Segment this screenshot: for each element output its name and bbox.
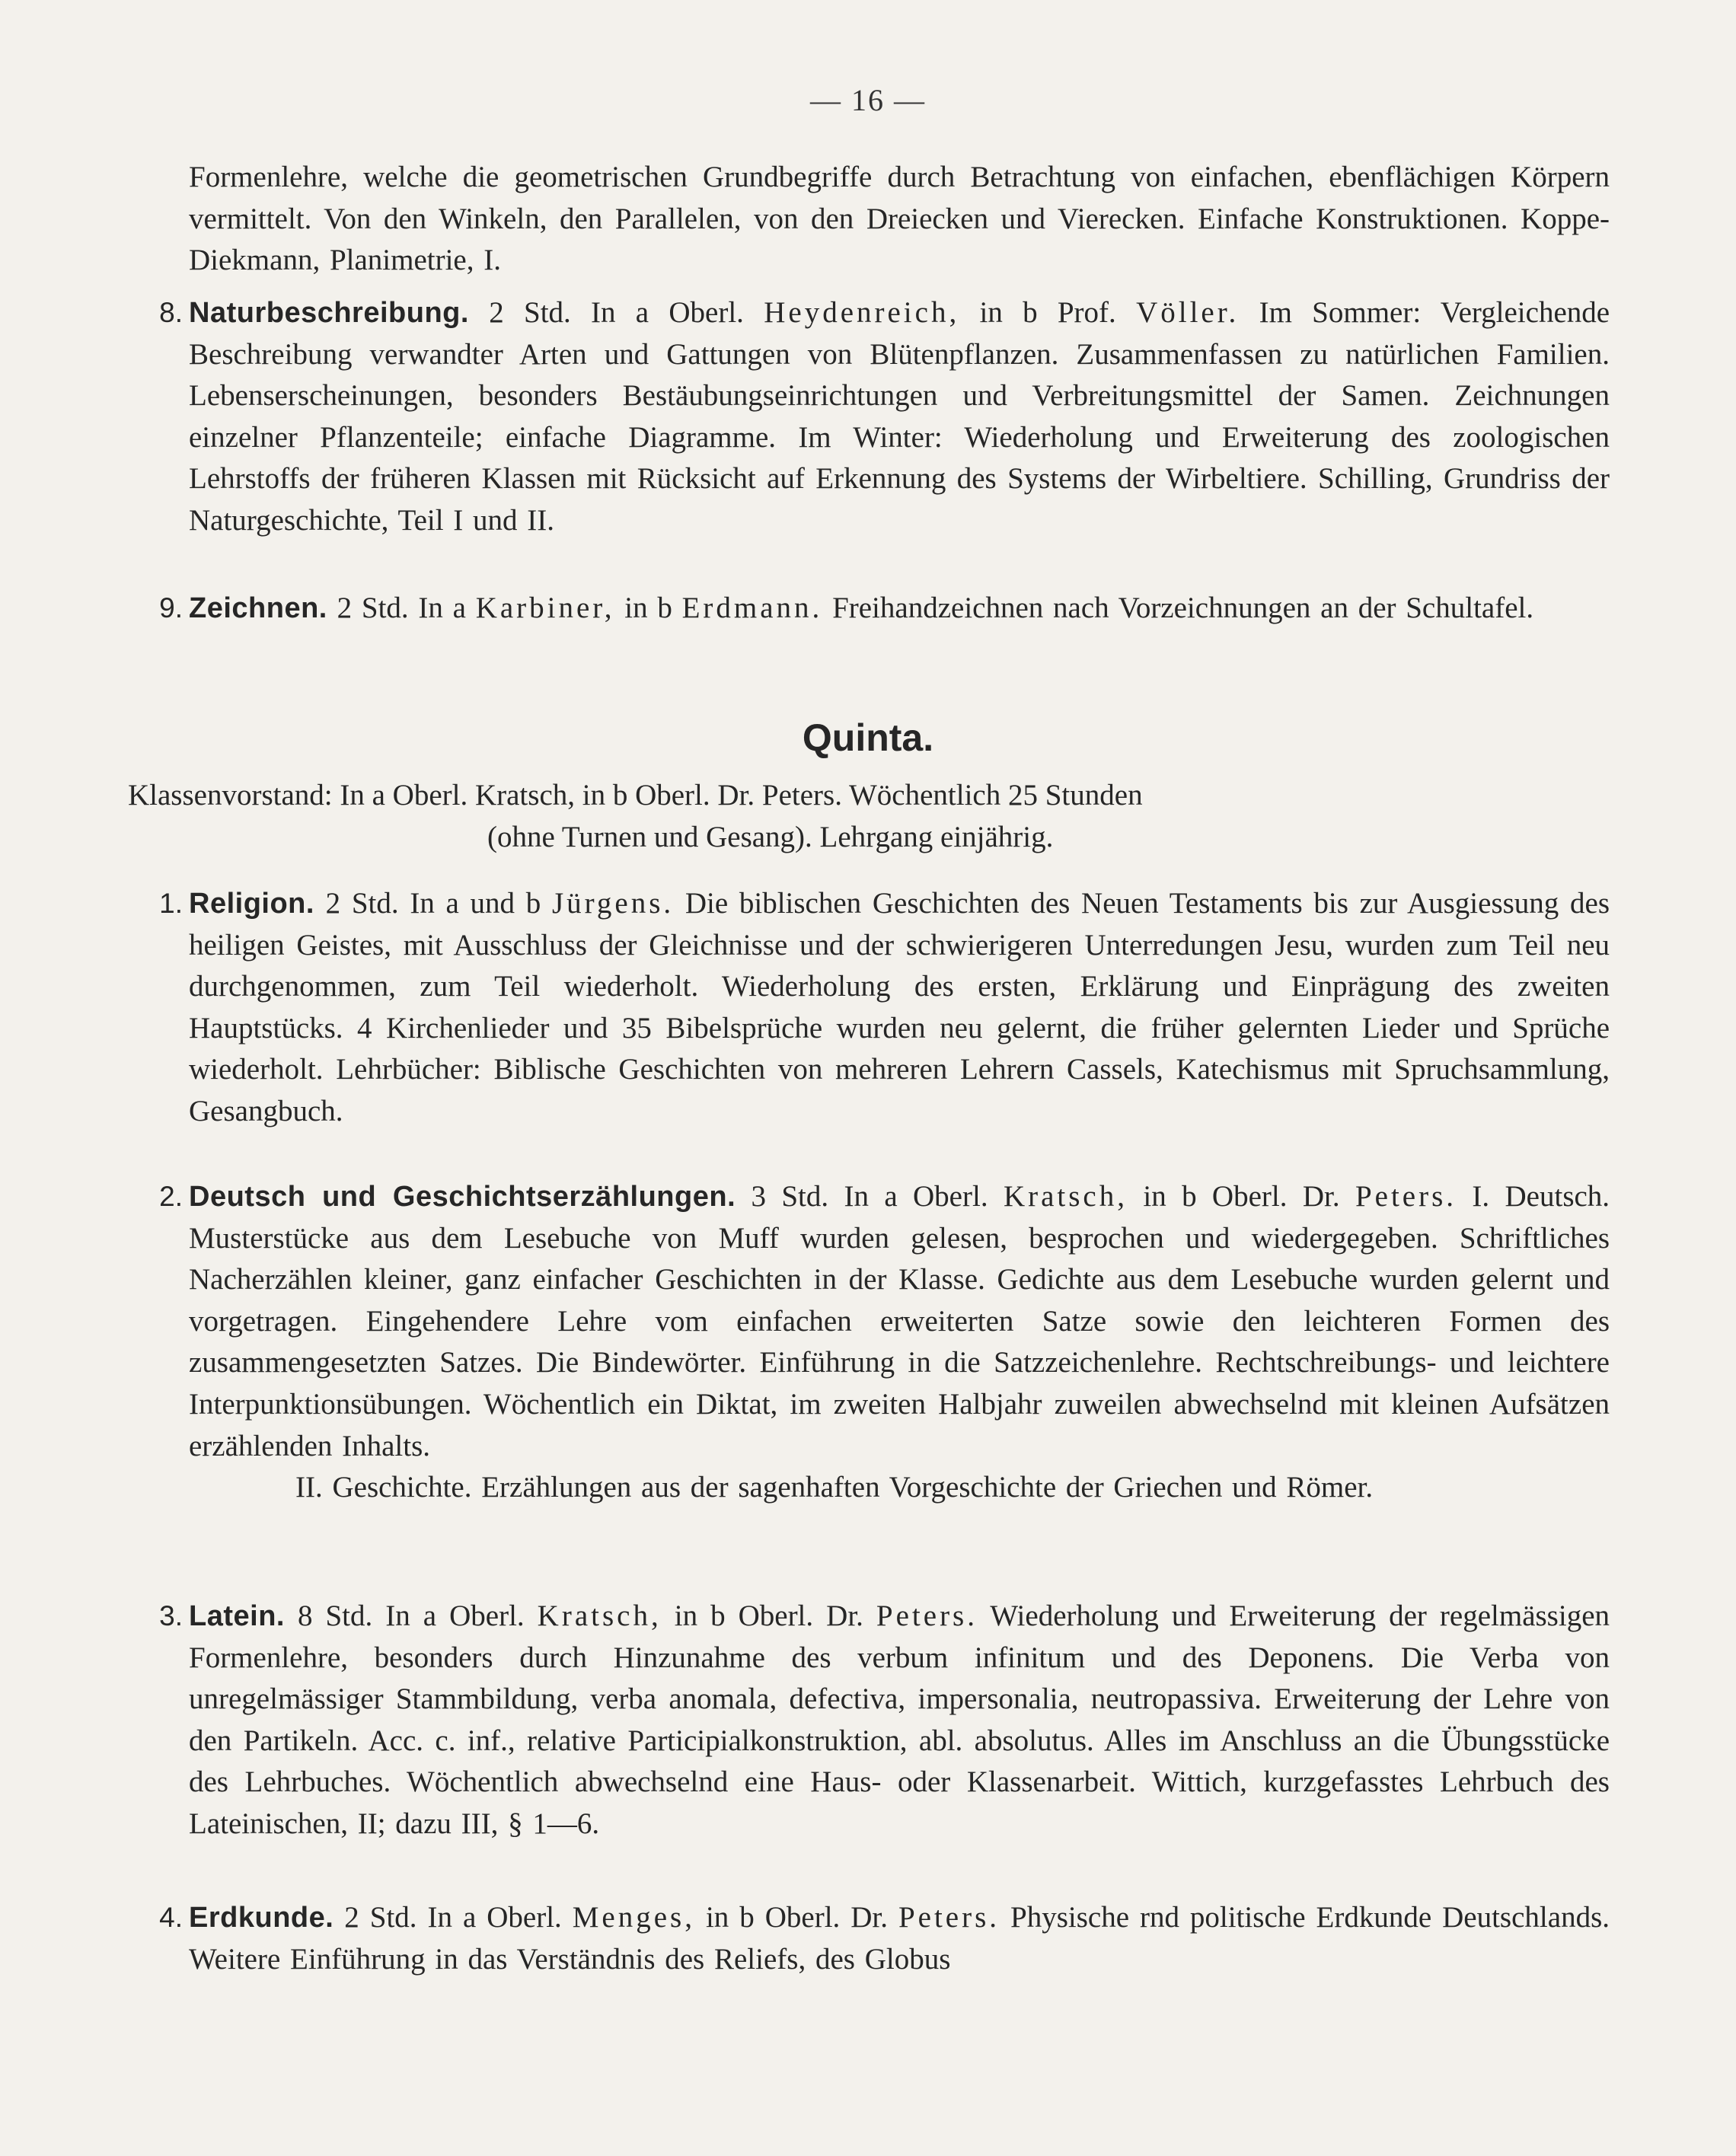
entry-subject: Zeichnen.: [189, 592, 327, 624]
entry-teacher-b: Erdmann.: [681, 592, 823, 624]
entry-body: Wiederholung und Erweiterung der regelmässigen Formenlehre, besonders durch Hinzunahme des verbum infinitum und des Deponens. Die Verba von unregelmässiger Stammbildung, verba anomala, defectiva, impersonalia, neutropassiva. Erweiterung der Lehre von den Partikeln. Acc. c. inf., relative Participialkonstruktion, abl. absolutus. Alles im Anschluss an die Übungsstücke des Lehrbuches. Wöchentlich abwechselnd eine Haus- oder Klassenarbeit. Wittich, kurzgefasstes Lehrbuch des Lateinischen, II; dazu III, § 1—6.: [189, 1599, 1610, 1840]
entry-subject: Erdkunde.: [189, 1902, 334, 1934]
entry-hours: 2 Std. In a Oberl.: [489, 296, 744, 329]
entry-hours: 2 Std. In a und b: [325, 887, 541, 920]
entry-number: 2.: [159, 1181, 183, 1212]
entry-teacher-b: Peters.: [1355, 1180, 1457, 1213]
entry-naturbeschreibung: [159, 292, 1610, 542]
entry-teacher-a: Menges,: [572, 1901, 695, 1934]
entry-hours: 3 Std. In a Oberl.: [751, 1180, 988, 1213]
entry-teacher-a: Heydenreich,: [764, 296, 960, 329]
entry-latein: [159, 1596, 1610, 1845]
entry-teacher-b: Peters.: [898, 1901, 1000, 1934]
entry-hours: 2 Std. In a Oberl.: [344, 1901, 562, 1934]
entry-teacher-a: Kratsch,: [537, 1599, 662, 1632]
entry-number: 3.: [159, 1600, 183, 1631]
intro-paragraph: Formenlehre, welche die geometrischen Grundbegriffe durch Betrachtung von einfachen, ebenflächigen Körpern vermittelt. Von den Winkeln, den Parallelen, von den Dreiecken und Vierecken. Einfache Konstruktionen. Koppe-Diekmann, Planimetrie, I.: [189, 161, 1610, 277]
entry-religion: [159, 883, 1610, 1133]
entry-deutsch: [159, 1176, 1610, 1509]
page-number: — 16 —: [810, 83, 926, 117]
entry-subject: Deutsch und Geschichtserzählungen.: [189, 1181, 736, 1213]
entry-body: I. Deutsch. Musterstücke aus dem Lesebuche von Muff wurden gelesen, besprochen und wiedergegeben. Schriftliches Nacherzählen kleiner, ganz einfacher Geschichten in der Klasse. Gedichte aus dem Lesebuche wurden gelernt und vorgetragen. Eingehendere Lehre vom einfachen erweiterten Satze sowie den leichteren Formen des zusammengesetzten Satzes. Die Bindewörter. Einführung in die Satzzeichenlehre. Rechtschreibungs- und leichtere Interpunktionsübungen. Wöchentlich ein Diktat, im zweiten Halbjahr zuweilen abwechselnd mit kleinen Aufsätzen erzählenden Inhalts.: [189, 1180, 1610, 1462]
entry-mid: in b: [624, 592, 672, 624]
entry-hours: 8 Std. In a Oberl.: [297, 1599, 525, 1632]
entry-mid: in b Oberl. Dr.: [1143, 1180, 1340, 1213]
entry-subject: Latein.: [189, 1600, 285, 1632]
entry-body: Im Sommer: Vergleichende Beschreibung verwandter Arten und Gattungen von Blütenpflanzen. Zusammenfassen zu natürlichen Familien. Lebenserscheinungen, besonders Bestäubungseinrichtungen und Verbreitungsmittel der Samen. Zeichnungen einzelner Pflanzenteile; einfache Diagramme. Im Winter: Wiederholung und Erweiterung des zoologischen Lehrstoffs der früheren Klassen mit Rücksicht auf Erkennung des Systems der Wirbeltiere. Schilling, Grundriss der Naturgeschichte, Teil I und II.: [189, 296, 1610, 537]
entry-erdkunde: [159, 1897, 1610, 1980]
entry-mid: in b Prof.: [979, 296, 1116, 329]
entry-number: 9.: [159, 592, 183, 624]
entry-teacher-a: Jürgens.: [551, 887, 675, 920]
entry-mid: in b Oberl. Dr.: [674, 1599, 863, 1632]
klassenvorstand-line2: (ohne Turnen und Gesang). Lehrgang einjährig.: [487, 821, 1054, 853]
entry-number: 4.: [159, 1902, 183, 1933]
entry-number: 8.: [159, 297, 183, 328]
klassenvorstand-line1: Klassenvorstand: In a Oberl. Kratsch, in b Oberl. Dr. Peters. Wöchentlich 25 Stunden: [128, 779, 1143, 812]
entry-mid: in b Oberl. Dr.: [705, 1901, 888, 1934]
entry-teacher-b: Peters.: [876, 1599, 978, 1632]
entry-body: Physische rnd politische Erdkunde Deutschlands. Weitere Einführung in das Verständnis des Reliefs, des Globus: [189, 1901, 1610, 1976]
entry-teacher-a: Kratsch,: [1003, 1180, 1128, 1213]
entry-subject: Naturbeschreibung.: [189, 297, 469, 329]
section-heading: Quinta.: [802, 716, 934, 759]
entry-body: Freihandzeichnen nach Vorzeichnungen an der Schultafel.: [832, 592, 1534, 624]
entry-subject: Religion.: [189, 888, 314, 920]
entry-zeichnen: [159, 588, 1610, 630]
entry-teacher-b: Völler.: [1136, 296, 1240, 329]
entry-hours: 2 Std. In a: [337, 592, 466, 624]
entry-number: 1.: [159, 888, 183, 919]
entry-teacher-a: Karbiner,: [475, 592, 615, 624]
entry-body: Die biblischen Geschichten des Neuen Testaments bis zur Ausgiessung des heiligen Geistes, mit Ausschluss der Gleichnisse und der schwierigeren Unterredungen Jesu, wurden zum Teil neu durchgenommen, zum Teil wiederholt. Wiederholung des ersten, Erklärung und Einprägung des zweiten Hauptstücks. 4 Kirchenlieder und 35 Bibelsprüche wurden neu gelernt, die früher gelernten Lieder und Sprüche wiederholt. Lehrbücher: Biblische Geschichten von mehreren Lehrern Cassels, Katechismus mit Spruchsammlung, Gesangbuch.: [189, 887, 1610, 1127]
entry-body-geschichte: II. Geschichte. Erzählungen aus der sagenhaften Vorgeschichte der Griechen und Römer.: [295, 1471, 1374, 1504]
